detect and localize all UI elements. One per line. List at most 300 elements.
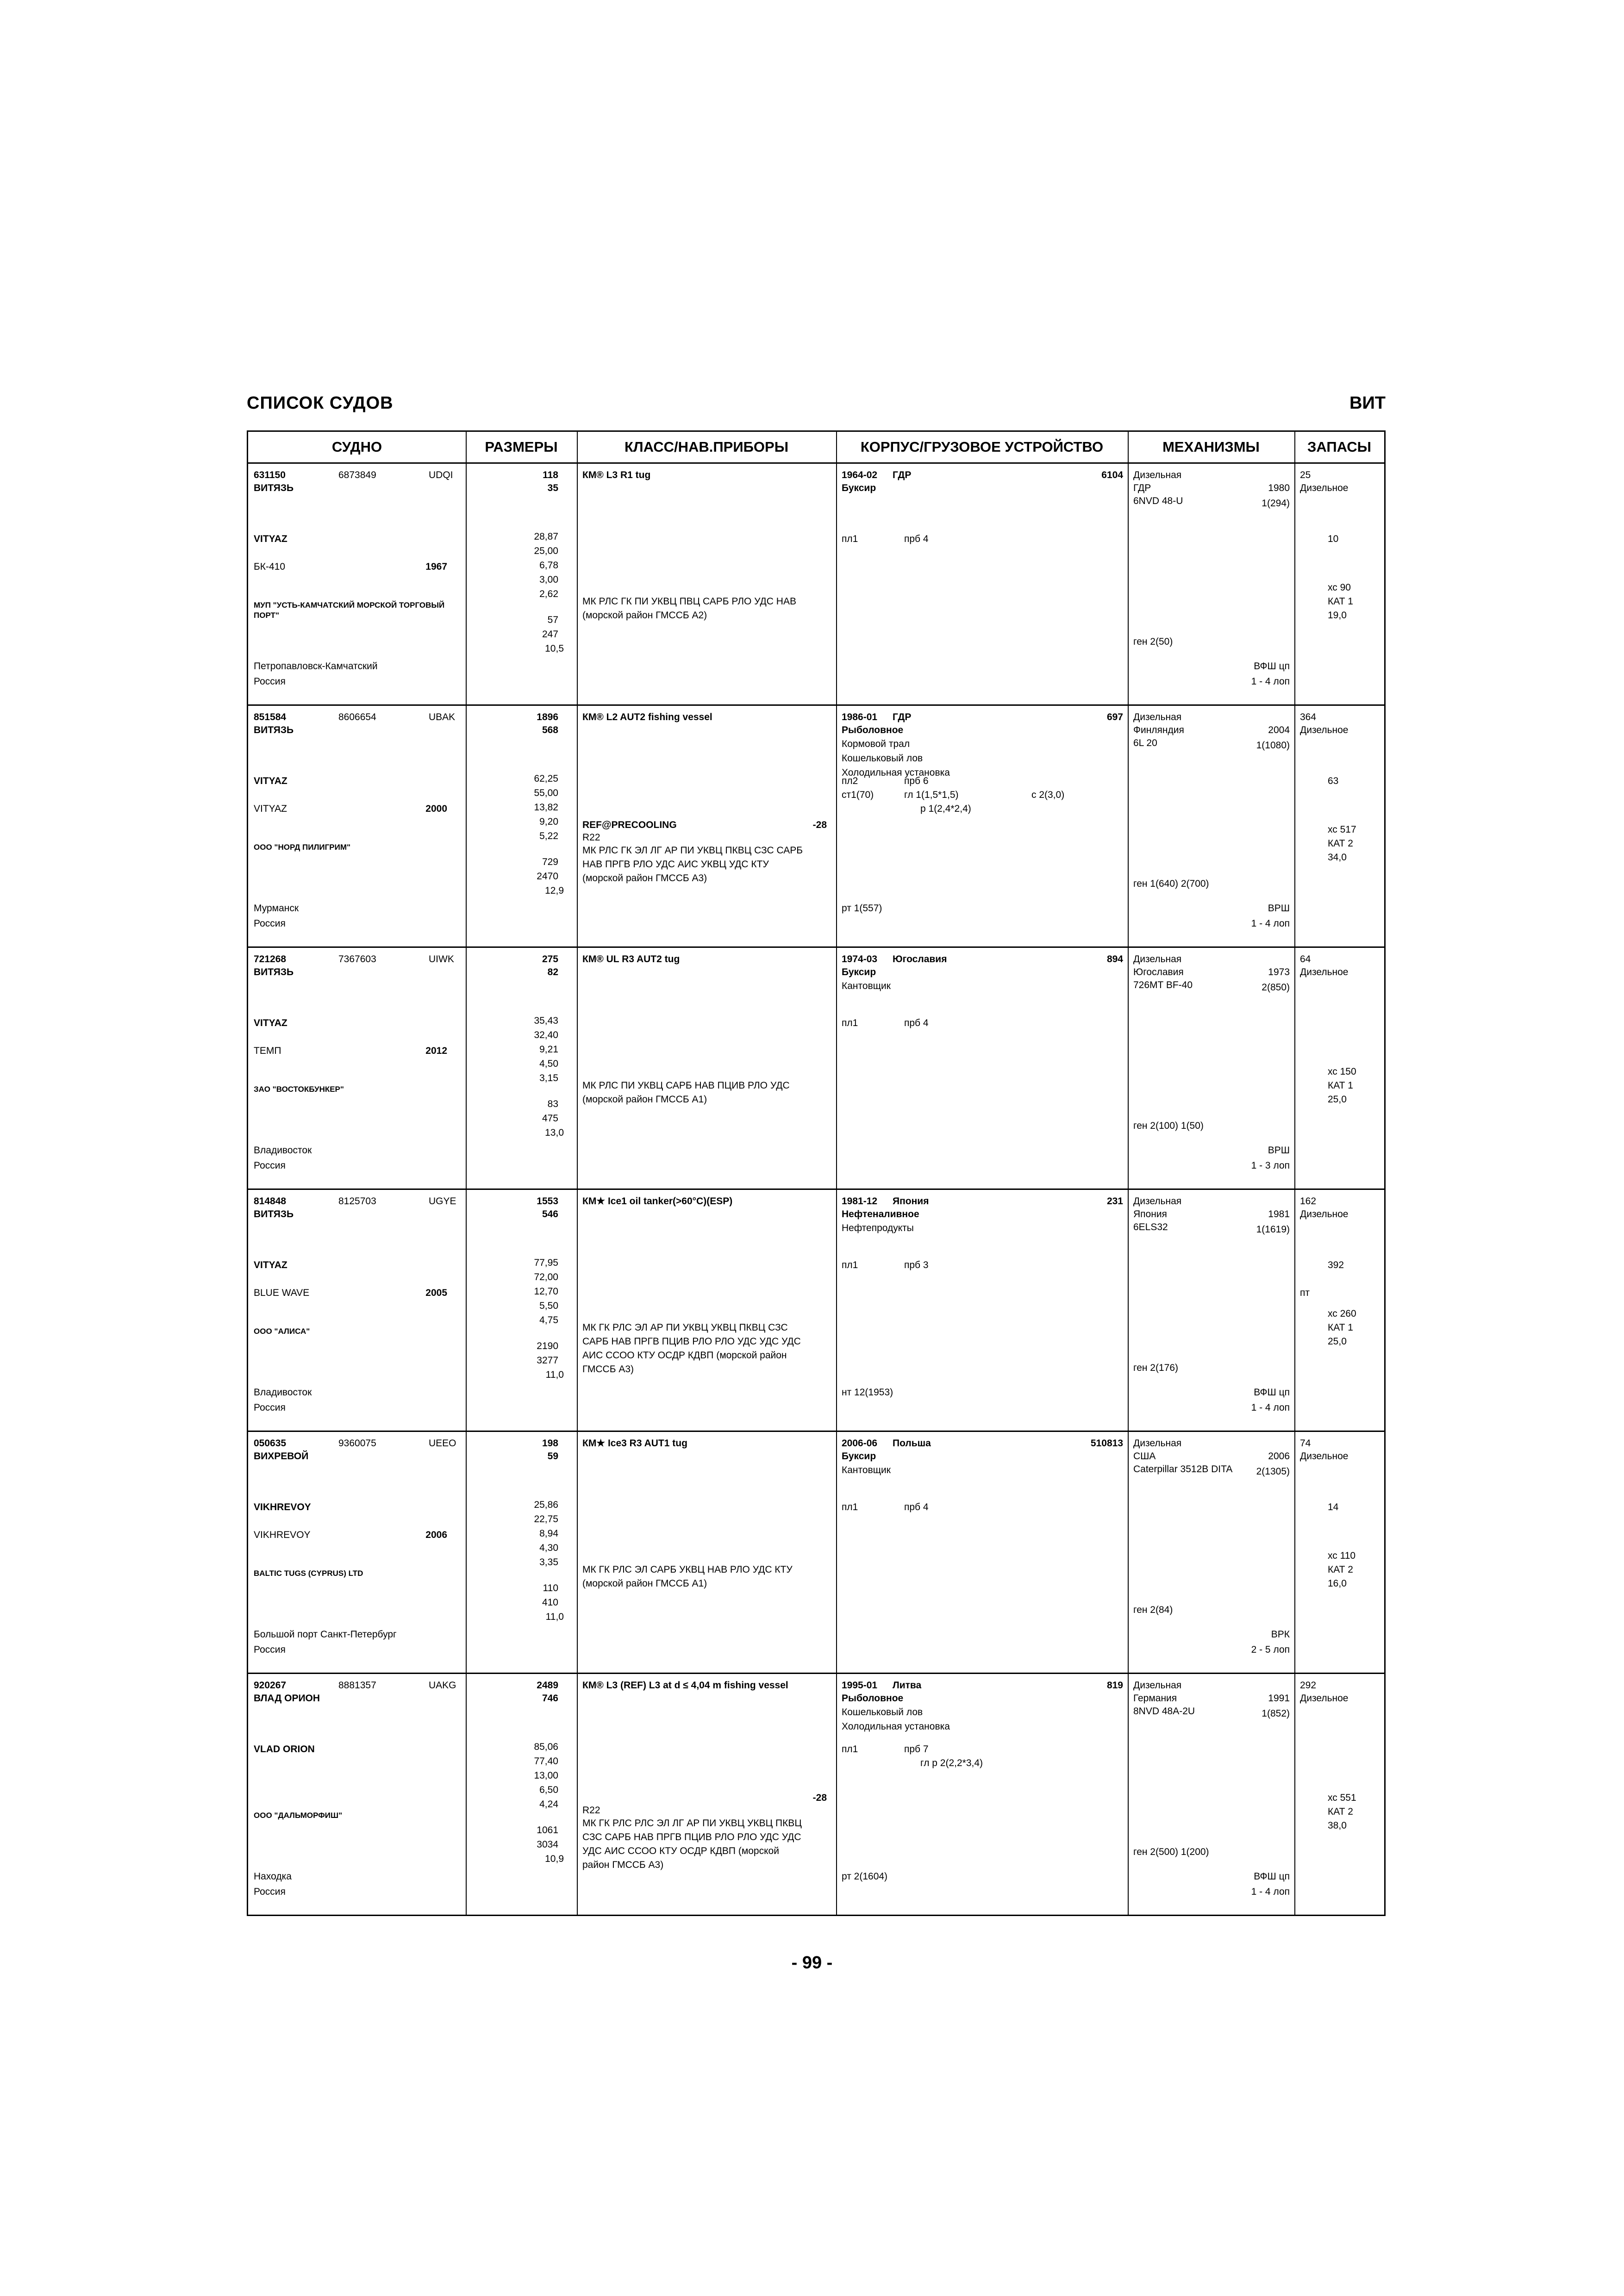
navigation-equipment: (морской район ГМССБ А1) bbox=[582, 1094, 707, 1105]
propeller-blades: 1 - 4 лоп bbox=[1251, 676, 1290, 687]
imo-number: 7367603 bbox=[338, 954, 376, 964]
fuel-type: Дизельное bbox=[1300, 725, 1349, 735]
hold-info: нт 12(1953) bbox=[842, 1387, 893, 1398]
register-number: 050635 bbox=[254, 1438, 287, 1449]
build-country: Япония bbox=[893, 1196, 929, 1207]
propeller-type: ВРК bbox=[1271, 1629, 1290, 1640]
engine-power: 1(1080) bbox=[1256, 740, 1290, 751]
capacity-value: 11,0 bbox=[545, 1612, 564, 1622]
navigation-equipment: (морской район ГМССБ А2) bbox=[582, 610, 707, 621]
dimension-value: 6,50 bbox=[539, 1785, 558, 1795]
water-supply: 14 bbox=[1328, 1502, 1339, 1512]
register-number: 920267 bbox=[254, 1680, 287, 1691]
ship-record bbox=[248, 1432, 1384, 1674]
home-port: Большой порт Санкт-Петербург bbox=[254, 1629, 397, 1640]
table-header bbox=[248, 432, 1384, 464]
engine-type: Дизельная bbox=[1133, 712, 1182, 722]
section-code: ВИТ bbox=[1349, 393, 1386, 413]
engine-power: 2(850) bbox=[1262, 982, 1290, 993]
name-change-year: 2006 bbox=[425, 1530, 447, 1540]
speed: хс 150 bbox=[1328, 1066, 1356, 1077]
home-port: Находка bbox=[254, 1871, 292, 1882]
capacity-value: 3034 bbox=[537, 1839, 558, 1850]
dimension-value: 22,75 bbox=[534, 1514, 558, 1524]
refrigeration-temperature: -28 bbox=[812, 820, 827, 830]
engine-year: 2006 bbox=[1268, 1451, 1290, 1462]
category: КАТ 1 bbox=[1328, 1080, 1353, 1091]
build-date: 1974-03 bbox=[842, 954, 878, 964]
propeller-type: ВФШ цп bbox=[1254, 661, 1290, 672]
gross-tonnage: 118 bbox=[543, 470, 558, 480]
hull-number: 697 bbox=[1106, 712, 1123, 722]
generators: ген 2(84) bbox=[1133, 1605, 1173, 1615]
build-date: 1986-01 bbox=[842, 712, 878, 722]
capacity-value: 247 bbox=[542, 629, 558, 640]
dimension-value: 55,00 bbox=[534, 788, 558, 798]
hold-info: рт 2(1604) bbox=[842, 1871, 888, 1882]
propeller-blades: 1 - 3 лоп bbox=[1251, 1160, 1290, 1171]
dimension-value: 72,00 bbox=[534, 1272, 558, 1282]
previous-name: VITYAZ bbox=[254, 803, 287, 814]
home-port: Петропавловск-Камчатский bbox=[254, 661, 378, 672]
dimension-value: 5,22 bbox=[539, 831, 558, 841]
column-divider bbox=[836, 464, 837, 704]
vessel-purpose: Кошельковый лов bbox=[842, 1707, 923, 1717]
vessel-name: ВИТЯЗЬ bbox=[254, 725, 294, 735]
column-divider bbox=[1128, 948, 1129, 1188]
column-divider bbox=[577, 432, 578, 462]
category: КАТ 1 bbox=[1328, 596, 1353, 607]
owner: ЗАО "ВОСТОКБУНКЕР" bbox=[254, 1085, 344, 1094]
navigation-equipment: МК ГК РЛС ЭЛ АР ПИ УКВЦ УКВЦ ПКВЦ СЗС bbox=[582, 1322, 788, 1333]
hatch-info: р 1(2,4*2,4) bbox=[920, 803, 971, 814]
engine-model: 6L 20 bbox=[1133, 738, 1157, 748]
boom-count: с 2(3,0) bbox=[1031, 790, 1065, 800]
generators: ген 2(176) bbox=[1133, 1363, 1179, 1373]
column-divider bbox=[1294, 464, 1295, 704]
vessel-name-latin: VITYAZ bbox=[254, 1018, 287, 1028]
dimension-value: 6,78 bbox=[539, 560, 558, 571]
hull-number: 231 bbox=[1106, 1196, 1123, 1207]
vessel-name: ВЛАД ОРИОН bbox=[254, 1693, 320, 1704]
engine-type: Дизельная bbox=[1133, 954, 1182, 964]
hull-number: 6104 bbox=[1101, 470, 1123, 480]
refrigerant: R22 bbox=[582, 832, 600, 843]
endurance: 25,0 bbox=[1328, 1094, 1347, 1105]
vessel-purpose: Холодильная установка bbox=[842, 1721, 950, 1732]
hatch-info: гл р 2(2,2*3,4) bbox=[920, 1758, 983, 1768]
refrigeration-temperature: -28 bbox=[812, 1792, 827, 1803]
ship-record bbox=[248, 706, 1384, 948]
fuel-quantity: 64 bbox=[1300, 954, 1311, 964]
column-divider bbox=[1128, 464, 1129, 704]
net-tonnage: 546 bbox=[542, 1209, 558, 1220]
document-title: СПИСОК СУДОВ bbox=[247, 393, 394, 413]
generators: ген 2(500) 1(200) bbox=[1133, 1847, 1209, 1857]
call-sign: UGYE bbox=[429, 1196, 456, 1207]
column-divider bbox=[577, 1190, 578, 1431]
dimension-value: 3,35 bbox=[539, 1557, 558, 1568]
imo-number: 8606654 bbox=[338, 712, 376, 722]
gross-tonnage: 1896 bbox=[537, 712, 558, 722]
propeller-blades: 2 - 5 лоп bbox=[1251, 1644, 1290, 1655]
name-change-year: 2012 bbox=[425, 1045, 447, 1056]
dimension-value: 25,86 bbox=[534, 1500, 558, 1510]
engine-year: 1973 bbox=[1268, 967, 1290, 977]
generators: ген 1(640) 2(700) bbox=[1133, 878, 1209, 889]
class-notation: КМ® L2 AUT2 fishing vessel bbox=[582, 712, 712, 722]
build-country: Польша bbox=[893, 1438, 931, 1449]
column-supplies: ЗАПАСЫ bbox=[1307, 439, 1372, 455]
vessel-purpose: Холодильная установка bbox=[842, 767, 950, 778]
vessel-name: ВИТЯЗЬ bbox=[254, 1209, 294, 1220]
dimension-value: 5,50 bbox=[539, 1300, 558, 1311]
vessel-purpose: Кантовщик bbox=[842, 981, 891, 991]
page-number: - 99 - bbox=[791, 1953, 833, 1972]
engine-model: Caterpillar 3512B DITA bbox=[1133, 1464, 1233, 1475]
speed: хс 110 bbox=[1328, 1550, 1356, 1561]
net-tonnage: 568 bbox=[542, 725, 558, 735]
dimension-value: 28,87 bbox=[534, 531, 558, 542]
navigation-equipment: МК ГК РЛС ЭЛ САРБ УКВЦ НАВ РЛО УДС КТУ bbox=[582, 1564, 793, 1575]
vessel-type: Нефтеналивное bbox=[842, 1209, 919, 1220]
ship-record bbox=[248, 948, 1384, 1190]
engine-year: 1981 bbox=[1268, 1209, 1290, 1220]
supply-mark: пт bbox=[1300, 1288, 1310, 1298]
dimension-value: 9,21 bbox=[539, 1044, 558, 1055]
navigation-equipment: МК РЛС ПИ УКВЦ САРБ НАВ ПЦИВ РЛО УДС bbox=[582, 1080, 790, 1091]
capacity-value: 110 bbox=[543, 1583, 558, 1593]
dimension-value: 13,82 bbox=[534, 802, 558, 813]
gross-tonnage: 275 bbox=[542, 954, 558, 964]
page-header bbox=[247, 393, 1386, 421]
category: КАТ 2 bbox=[1328, 1564, 1353, 1575]
dimension-value: 25,00 bbox=[534, 546, 558, 556]
navigation-equipment: МК РЛС ГК ЭЛ ЛГ АР ПИ УКВЦ ПКВЦ СЗС САРБ bbox=[582, 845, 803, 856]
propeller-blades: 1 - 4 лоп bbox=[1251, 1402, 1290, 1413]
column-divider bbox=[836, 1674, 837, 1915]
build-date: 1995-01 bbox=[842, 1680, 878, 1691]
column-divider bbox=[577, 464, 578, 704]
class-notation: КМ® L3 R1 tug bbox=[582, 470, 651, 480]
category: КАТ 2 bbox=[1328, 838, 1353, 849]
previous-name: BLUE WAVE bbox=[254, 1288, 310, 1298]
column-divider bbox=[1294, 1432, 1295, 1673]
dimension-value: 35,43 bbox=[534, 1015, 558, 1026]
vessel-name: ВИТЯЗЬ bbox=[254, 967, 294, 977]
capacity-value: 11,0 bbox=[545, 1369, 564, 1380]
register-number: 851584 bbox=[254, 712, 287, 722]
column-divider bbox=[836, 1432, 837, 1673]
vessel-type: Рыболовное bbox=[842, 725, 904, 735]
bulkhead-count: прб 4 bbox=[904, 534, 929, 544]
flag-country: Россия bbox=[254, 1160, 286, 1171]
column-divider bbox=[1294, 948, 1295, 1188]
engine-country: ГДР bbox=[1133, 483, 1151, 493]
engine-country: Югославия bbox=[1133, 967, 1184, 977]
speed: хс 90 bbox=[1328, 582, 1351, 593]
fuel-type: Дизельное bbox=[1300, 1451, 1349, 1462]
home-port: Владивосток bbox=[254, 1387, 312, 1398]
call-sign: UIWK bbox=[429, 954, 454, 964]
dimension-value: 8,94 bbox=[539, 1528, 558, 1539]
imo-number: 8881357 bbox=[338, 1680, 376, 1691]
capacity-value: 3277 bbox=[537, 1355, 558, 1366]
engine-year: 1980 bbox=[1268, 483, 1290, 493]
previous-name: VIKHREVOY bbox=[254, 1530, 311, 1540]
column-divider bbox=[1294, 1190, 1295, 1431]
vessel-purpose: Кормовой трал bbox=[842, 739, 910, 749]
fuel-type: Дизельное bbox=[1300, 1693, 1349, 1704]
dimension-value: 62,25 bbox=[534, 773, 558, 784]
column-divider bbox=[836, 432, 837, 462]
column-machinery: МЕХАНИЗМЫ bbox=[1162, 439, 1260, 455]
engine-power: 2(1305) bbox=[1256, 1466, 1290, 1477]
build-country: Литва bbox=[893, 1680, 922, 1691]
speed: хс 551 bbox=[1328, 1792, 1356, 1803]
dimension-value: 77,95 bbox=[534, 1257, 558, 1268]
navigation-equipment: АИС ССОО КТУ ОСДР КДВП (морской район bbox=[582, 1350, 787, 1361]
build-date: 1964-02 bbox=[842, 470, 878, 480]
engine-year: 2004 bbox=[1268, 725, 1290, 735]
home-port: Владивосток bbox=[254, 1145, 312, 1156]
endurance: 16,0 bbox=[1328, 1578, 1347, 1589]
name-change-year: 2000 bbox=[425, 803, 447, 814]
register-number: 814848 bbox=[254, 1196, 287, 1207]
owner: BALTIC TUGS (CYPRUS) LTD bbox=[254, 1569, 363, 1578]
dimension-value: 4,30 bbox=[539, 1543, 558, 1553]
bulkhead-count: гл 1(1,5*1,5) bbox=[904, 790, 959, 800]
deck-count: ст1(70) bbox=[842, 790, 874, 800]
call-sign: UEEO bbox=[429, 1438, 456, 1449]
endurance: 38,0 bbox=[1328, 1820, 1347, 1831]
net-tonnage: 746 bbox=[542, 1693, 558, 1704]
owner: ООО "ДАЛЬМОРФИШ" bbox=[254, 1811, 343, 1820]
generators: ген 2(100) 1(50) bbox=[1133, 1120, 1204, 1131]
class-notation: КМ★ Ice3 R3 AUT1 tug bbox=[582, 1438, 687, 1449]
column-divider bbox=[466, 432, 467, 462]
call-sign: UBAK bbox=[429, 712, 456, 722]
vessel-type: Буксир bbox=[842, 967, 876, 977]
gross-tonnage: 198 bbox=[542, 1438, 558, 1449]
vessel-name-latin: VIKHREVOY bbox=[254, 1502, 311, 1512]
class-notation: КМ® L3 (REF) L3 at d ≤ 4,04 m fishing vessel bbox=[582, 1680, 788, 1691]
imo-number: 6873849 bbox=[338, 470, 376, 480]
capacity-value: 10,9 bbox=[545, 1854, 564, 1864]
engine-power: 1(1619) bbox=[1256, 1224, 1290, 1235]
column-divider bbox=[836, 948, 837, 1188]
engine-country: Финляндия bbox=[1133, 725, 1184, 735]
column-divider bbox=[577, 948, 578, 1188]
deck-count: пл1 bbox=[842, 1018, 858, 1028]
fuel-type: Дизельное bbox=[1300, 483, 1349, 493]
name-change-year: 2005 bbox=[425, 1288, 447, 1298]
category: КАТ 1 bbox=[1328, 1322, 1353, 1333]
column-divider bbox=[1128, 1190, 1129, 1431]
water-supply: 392 bbox=[1328, 1260, 1344, 1270]
vessel-purpose: Кантовщик bbox=[842, 1465, 891, 1475]
vessel-name-latin: VITYAZ bbox=[254, 776, 287, 786]
call-sign: UDQI bbox=[429, 470, 453, 480]
flag-country: Россия bbox=[254, 1644, 286, 1655]
home-port: Мурманск bbox=[254, 903, 299, 914]
navigation-equipment: УДС АИС ССОО КТУ ОСДР КДВП (морской bbox=[582, 1846, 779, 1856]
engine-model: 6NVD 48-U bbox=[1133, 496, 1183, 506]
ship-record bbox=[248, 1674, 1384, 1915]
capacity-value: 12,9 bbox=[545, 885, 564, 896]
column-divider bbox=[1128, 706, 1129, 946]
column-divider bbox=[836, 1190, 837, 1431]
engine-power: 1(852) bbox=[1262, 1708, 1290, 1719]
fuel-quantity: 364 bbox=[1300, 712, 1317, 722]
endurance: 34,0 bbox=[1328, 852, 1347, 863]
flag-country: Россия bbox=[254, 1402, 286, 1413]
vessel-name-latin: VLAD ORION bbox=[254, 1744, 315, 1755]
navigation-equipment: (морской район ГМССБ А1) bbox=[582, 1578, 707, 1589]
hold-info: рт 1(557) bbox=[842, 903, 882, 914]
capacity-value: 2190 bbox=[537, 1341, 558, 1351]
generators: ген 2(50) bbox=[1133, 636, 1173, 647]
dimension-value: 13,00 bbox=[534, 1770, 558, 1781]
engine-model: 6ELS32 bbox=[1133, 1222, 1168, 1232]
fuel-quantity: 292 bbox=[1300, 1680, 1317, 1691]
column-dimensions: РАЗМЕРЫ bbox=[485, 439, 558, 455]
dimension-value: 3,15 bbox=[539, 1073, 558, 1083]
vessel-purpose: Нефтепродукты bbox=[842, 1223, 914, 1233]
bulkhead-count: прб 4 bbox=[904, 1018, 929, 1028]
propeller-blades: 1 - 4 лоп bbox=[1251, 918, 1290, 929]
capacity-value: 83 bbox=[547, 1099, 558, 1109]
column-divider bbox=[577, 1674, 578, 1915]
deck-count: пл1 bbox=[842, 534, 858, 544]
class-notation: КМ★ Ice1 oil tanker(>60°C)(ESP) bbox=[582, 1196, 733, 1207]
deck-count: пл1 bbox=[842, 1744, 858, 1755]
column-divider bbox=[1128, 432, 1129, 462]
vessel-name-latin: VITYAZ bbox=[254, 534, 287, 544]
engine-country: Германия bbox=[1133, 1693, 1177, 1704]
bulkhead-count: прб 3 bbox=[904, 1260, 929, 1270]
vessel-name-latin: VITYAZ bbox=[254, 1260, 287, 1270]
class-notation: КМ® UL R3 AUT2 tug bbox=[582, 954, 680, 964]
capacity-value: 13,0 bbox=[545, 1127, 564, 1138]
dimension-value: 9,20 bbox=[539, 816, 558, 827]
previous-name: ТЕМП bbox=[254, 1045, 281, 1056]
propeller-blades: 1 - 4 лоп bbox=[1251, 1886, 1290, 1897]
column-divider bbox=[577, 1432, 578, 1673]
column-hull: КОРПУС/ГРУЗОВОЕ УСТРОЙСТВО bbox=[860, 439, 1104, 455]
navigation-equipment: МК ГК РЛС РЛС ЭЛ ЛГ АР ПИ УКВЦ УКВЦ ПКВЦ bbox=[582, 1818, 802, 1829]
navigation-equipment: НАВ ПРГВ РЛО УДС АИС УКВЦ УДС КТУ bbox=[582, 859, 769, 870]
build-country: Югославия bbox=[893, 954, 947, 964]
deck-count: пл2 bbox=[842, 776, 858, 786]
fuel-quantity: 25 bbox=[1300, 470, 1311, 480]
imo-number: 8125703 bbox=[338, 1196, 376, 1207]
build-date: 1981-12 bbox=[842, 1196, 878, 1207]
column-divider bbox=[1294, 706, 1295, 946]
ship-record bbox=[248, 464, 1384, 706]
vessel-purpose: Кошельковый лов bbox=[842, 753, 923, 764]
fuel-quantity: 74 bbox=[1300, 1438, 1311, 1449]
capacity-value: 1061 bbox=[537, 1825, 558, 1836]
dimension-value: 4,24 bbox=[539, 1799, 558, 1810]
gross-tonnage: 2489 bbox=[537, 1680, 558, 1691]
register-number: 721268 bbox=[254, 954, 287, 964]
engine-type: Дизельная bbox=[1133, 1680, 1182, 1691]
hull-number: 819 bbox=[1106, 1680, 1123, 1691]
propeller-type: ВФШ цп bbox=[1254, 1387, 1290, 1398]
engine-power: 1(294) bbox=[1262, 498, 1290, 509]
build-country: ГДР bbox=[893, 712, 912, 722]
navigation-equipment: (морской район ГМССБ А3) bbox=[582, 873, 707, 884]
vessel-type: Буксир bbox=[842, 483, 876, 493]
capacity-value: 57 bbox=[547, 615, 558, 625]
fuel-type: Дизельное bbox=[1300, 967, 1349, 977]
dimension-value: 12,70 bbox=[534, 1286, 558, 1297]
fuel-quantity: 162 bbox=[1300, 1196, 1317, 1207]
column-divider bbox=[577, 706, 578, 946]
dimension-value: 32,40 bbox=[534, 1030, 558, 1040]
column-divider bbox=[1128, 1432, 1129, 1673]
net-tonnage: 35 bbox=[547, 483, 558, 493]
vessel-name: ВИХРЕВОЙ bbox=[254, 1451, 309, 1462]
flag-country: Россия bbox=[254, 676, 286, 687]
hull-number: 894 bbox=[1106, 954, 1123, 964]
dimension-value: 2,62 bbox=[539, 589, 558, 599]
engine-country: США bbox=[1133, 1451, 1156, 1462]
dimension-value: 3,00 bbox=[539, 574, 558, 585]
endurance: 25,0 bbox=[1328, 1336, 1347, 1347]
engine-year: 1991 bbox=[1268, 1693, 1290, 1704]
navigation-equipment: СЗС САРБ НАВ ПРГВ ПЦИВ РЛО РЛО УДС УДС bbox=[582, 1832, 801, 1842]
column-vessel: СУДНО bbox=[331, 439, 382, 455]
ship-list-table bbox=[247, 430, 1386, 1916]
navigation-equipment: МК РЛС ГК ПИ УКВЦ ПВЦ САРБ РЛО УДС НАВ bbox=[582, 596, 796, 607]
dimension-value: 85,06 bbox=[534, 1742, 558, 1752]
vessel-type: Рыболовное bbox=[842, 1693, 904, 1704]
engine-model: 726MT BF-40 bbox=[1133, 980, 1193, 990]
register-number: 631150 bbox=[254, 470, 286, 480]
vessel-type: Буксир bbox=[842, 1451, 876, 1462]
navigation-equipment: ГМССБ А3) bbox=[582, 1364, 634, 1375]
dimension-value: 77,40 bbox=[534, 1756, 558, 1767]
vessel-name: ВИТЯЗЬ bbox=[254, 483, 294, 493]
capacity-value: 10,5 bbox=[545, 643, 564, 654]
speed: хс 260 bbox=[1328, 1308, 1356, 1319]
build-date: 2006-06 bbox=[842, 1438, 878, 1449]
owner: ООО "НОРД ПИЛИГРИМ" bbox=[254, 843, 351, 852]
build-country: ГДР bbox=[893, 470, 912, 480]
engine-model: 8NVD 48A-2U bbox=[1133, 1706, 1195, 1717]
gross-tonnage: 1553 bbox=[537, 1196, 558, 1207]
propeller-type: ВРШ bbox=[1268, 903, 1290, 914]
previous-name: БК-410 bbox=[254, 561, 286, 572]
dimension-value: 4,50 bbox=[539, 1058, 558, 1069]
propeller-type: ВРШ bbox=[1268, 1145, 1290, 1156]
name-change-year: 1967 bbox=[425, 561, 447, 572]
fuel-type: Дизельное bbox=[1300, 1209, 1349, 1220]
refrigeration-class: REF@PRECOOLING bbox=[582, 820, 677, 830]
refrigerant: R22 bbox=[582, 1805, 600, 1816]
endurance: 19,0 bbox=[1328, 610, 1347, 621]
navigation-equipment: район ГМССБ А3) bbox=[582, 1860, 664, 1870]
engine-type: Дизельная bbox=[1133, 470, 1182, 480]
column-class: КЛАСС/НАВ.ПРИБОРЫ bbox=[624, 439, 789, 455]
engine-type: Дизельная bbox=[1133, 1438, 1182, 1449]
capacity-value: 2470 bbox=[537, 871, 558, 882]
column-divider bbox=[1294, 1674, 1295, 1915]
deck-count: пл1 bbox=[842, 1260, 858, 1270]
category: КАТ 2 bbox=[1328, 1806, 1353, 1817]
